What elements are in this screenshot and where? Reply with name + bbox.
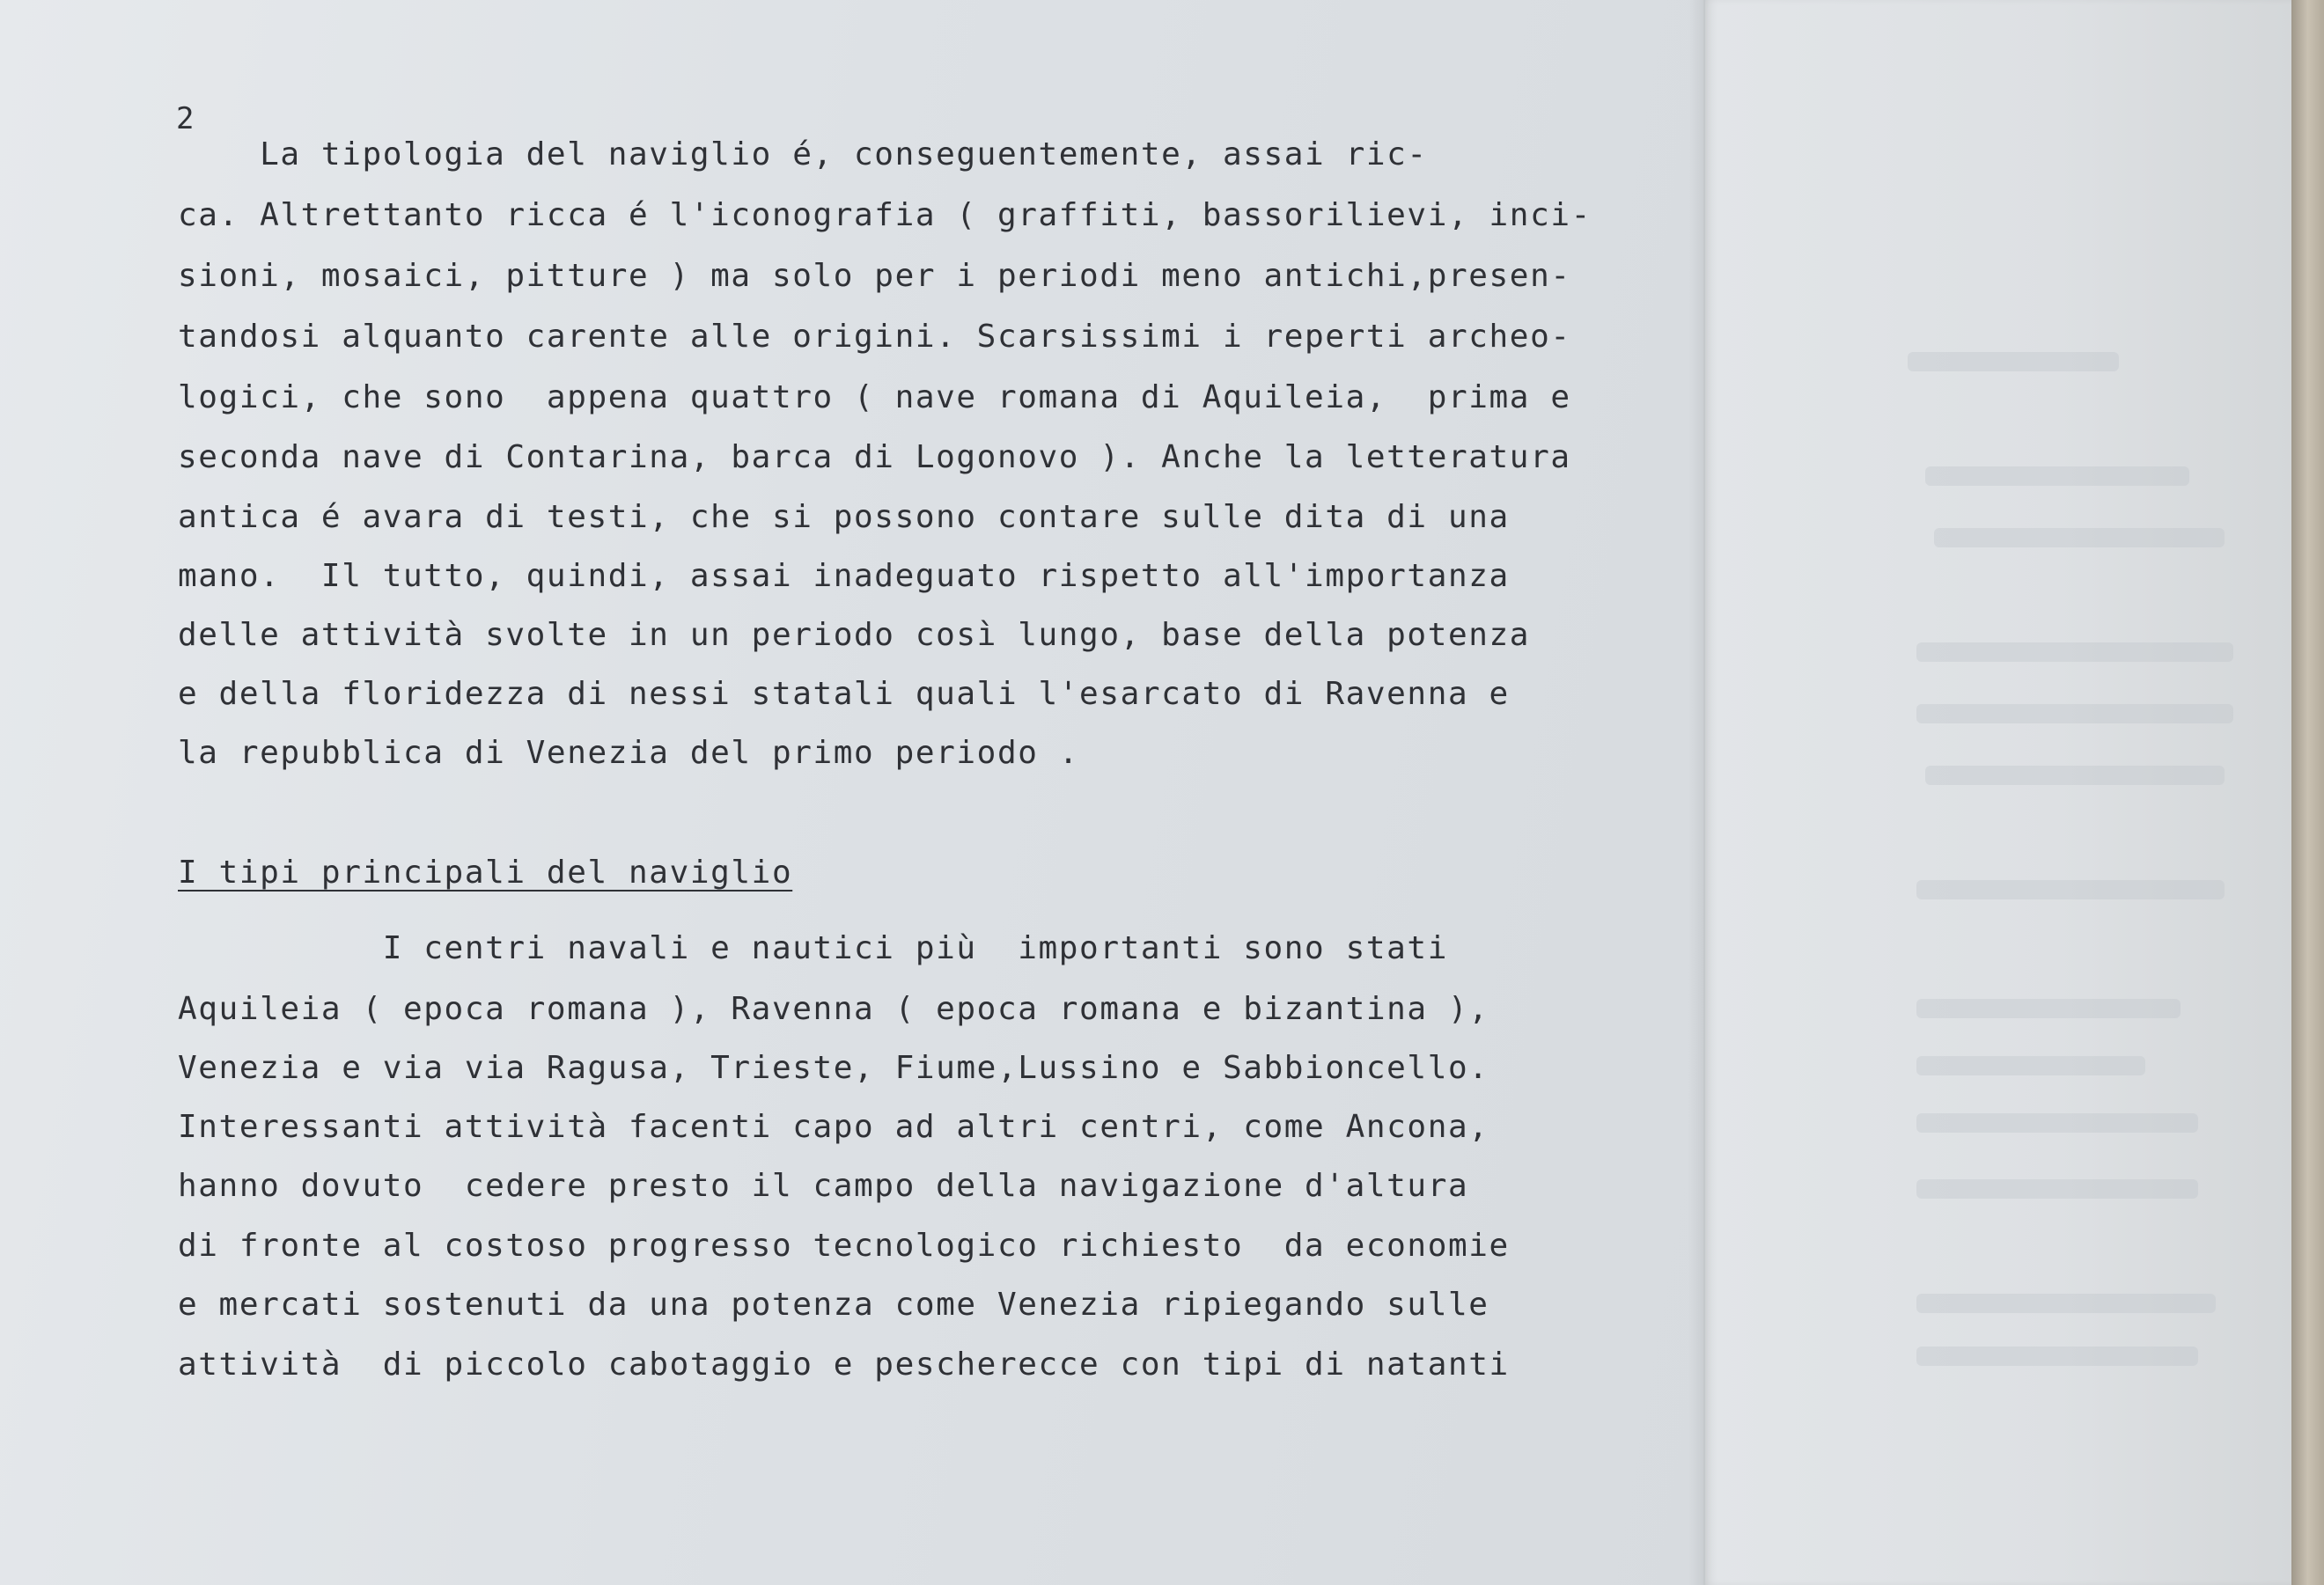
show-through-mark <box>1916 1347 2198 1366</box>
show-through-mark <box>1925 766 2225 785</box>
show-through-mark <box>1916 1113 2198 1133</box>
text-line: logici, che sono appena quattro ( nave romana di Aquileia, prima e <box>178 379 1571 415</box>
text-line: sioni, mosaici, pitture ) ma solo per i periodi meno antichi,presen- <box>178 258 1571 294</box>
text-line: antica é avara di testi, che si possono contare sulle dita di una <box>178 499 1510 535</box>
show-through-mark <box>1934 528 2225 547</box>
text-line: la repubblica di Venezia del primo periodo . <box>178 735 1080 771</box>
text-line: mano. Il tutto, quindi, assai inadeguato rispetto all'importanza <box>178 558 1510 594</box>
text-line: di fronte al costoso progresso tecnologico richiesto da economie <box>178 1228 1510 1264</box>
page-number: 2 <box>176 101 196 136</box>
show-through-mark <box>1916 642 2233 662</box>
show-through-mark <box>1916 1294 2216 1313</box>
text-line: Aquileia ( epoca romana ), Ravenna ( epoca romana e bizantina ), <box>178 991 1489 1027</box>
show-through-mark <box>1916 880 2225 899</box>
show-through-mark <box>1916 999 2181 1018</box>
text-line: e della floridezza di nessi statali quali l'esarcato di Ravenna e <box>178 676 1510 712</box>
text-line: I centri navali e nautici più importanti sono stati <box>178 930 1448 966</box>
section-heading: I tipi principali del naviglio <box>178 855 793 891</box>
text-line: hanno dovuto cedere presto il campo della navigazione d'altura <box>178 1168 1469 1204</box>
show-through-mark <box>1916 704 2233 723</box>
background-surface <box>2291 0 2324 1585</box>
text-line: tandosi alquanto carente alle origini. Scarsissimi i reperti archeo- <box>178 319 1571 355</box>
text-line: Interessanti attività facenti capo ad altri centri, come Ancona, <box>178 1109 1489 1145</box>
text-line: Venezia e via via Ragusa, Trieste, Fiume,Lussino e Sabbioncello. <box>178 1050 1489 1086</box>
show-through-mark <box>1916 1056 2145 1075</box>
show-through-mark <box>1925 466 2189 486</box>
show-through-mark <box>1916 1179 2198 1199</box>
text-line: La tipologia del naviglio é, conseguentemente, assai ric- <box>178 136 1428 172</box>
text-line: e mercati sostenuti da una potenza come Venezia ripiegando sulle <box>178 1287 1489 1323</box>
text-line: seconda nave di Contarina, barca di Logonovo ). Anche la letteratura <box>178 439 1571 475</box>
text-line: ca. Altrettanto ricca é l'iconografia ( graffiti, bassorilievi, inci- <box>178 197 1592 233</box>
text-line: delle attività svolte in un periodo così lungo, base della potenza <box>178 617 1531 653</box>
blank-page <box>1703 0 2293 1585</box>
text-line: attività di piccolo cabotaggio e pescherecce con tipi di natanti <box>178 1347 1510 1383</box>
show-through-mark <box>1908 352 2119 371</box>
